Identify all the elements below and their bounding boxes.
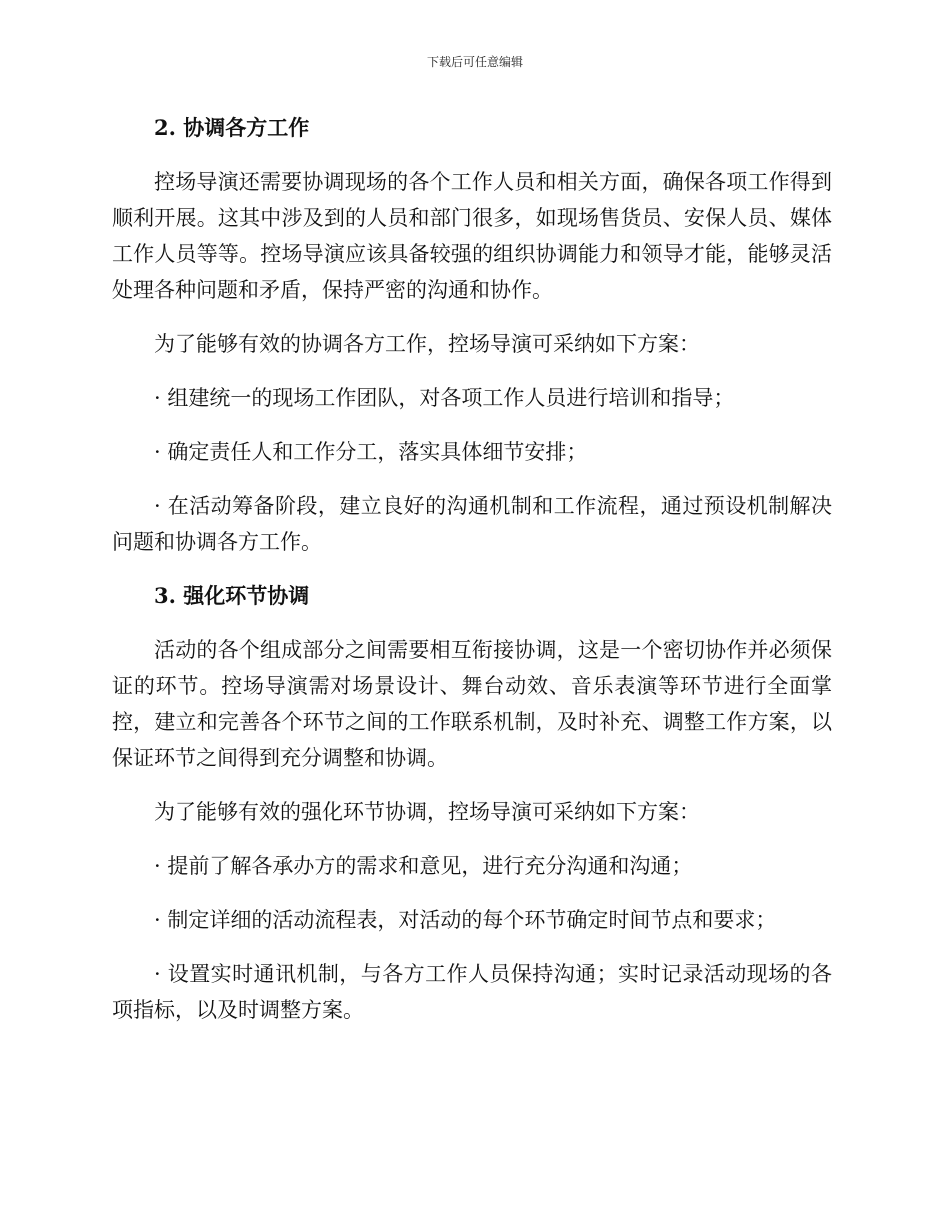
list-item: · 制定详细的活动流程表，对活动的每个环节确定时间节点和要求； bbox=[154, 908, 777, 932]
list-item: · 提前了解各承办方的需求和意见，进行充分沟通和沟通； bbox=[154, 854, 693, 878]
body-paragraph: 控场导演还需要协调现场的各个工作人员和相关方面，确保各项工作得到顺利开展。这其中涉及到的人员和部门很多，如现场售货员、安保人员、媒体工作人员等等。控场导演应该具备较强的组织协调能力和领导才能，能够灵活处理各种问题和矛盾，保持严密的沟通和协作。 bbox=[112, 170, 832, 302]
document-body bbox=[112, 110, 832, 1046]
list-item: · 组建统一的现场工作团队，对各项工作人员进行培训和指导； bbox=[154, 386, 735, 410]
section-heading: 2. 协调各方工作 bbox=[154, 115, 310, 140]
plan-intro: 为了能够有效的强化环节协调，控场导演可采纳如下方案： bbox=[154, 800, 700, 824]
section-strengthen-links bbox=[112, 578, 832, 1028]
list-item: · 确定责任人和工作分工，落实具体细节安排； bbox=[154, 440, 588, 464]
list-item: · 设置实时通讯机制，与各方工作人员保持沟通；实时记录活动现场的各项指标，以及时调整方案。 bbox=[112, 962, 832, 1022]
section-heading: 3. 强化环节协调 bbox=[154, 583, 310, 608]
section-coordinate-parties bbox=[112, 110, 832, 560]
page-header-note: 下载后可任意编辑 bbox=[426, 55, 523, 69]
list-item: · 在活动筹备阶段，建立良好的沟通机制和工作流程，通过预设机制解决问题和协调各方工作。 bbox=[112, 494, 832, 554]
plan-intro: 为了能够有效的协调各方工作，控场导演可采纳如下方案： bbox=[154, 332, 700, 356]
body-paragraph: 活动的各个组成部分之间需要相互衔接协调，这是一个密切协作并必须保证的环节。控场导演需对场景设计、舞台动效、音乐表演等环节进行全面掌控，建立和完善各个环节之间的工作联系机制，及时补充、调整工作方案，以保证环节之间得到充分调整和协调。 bbox=[112, 638, 832, 770]
